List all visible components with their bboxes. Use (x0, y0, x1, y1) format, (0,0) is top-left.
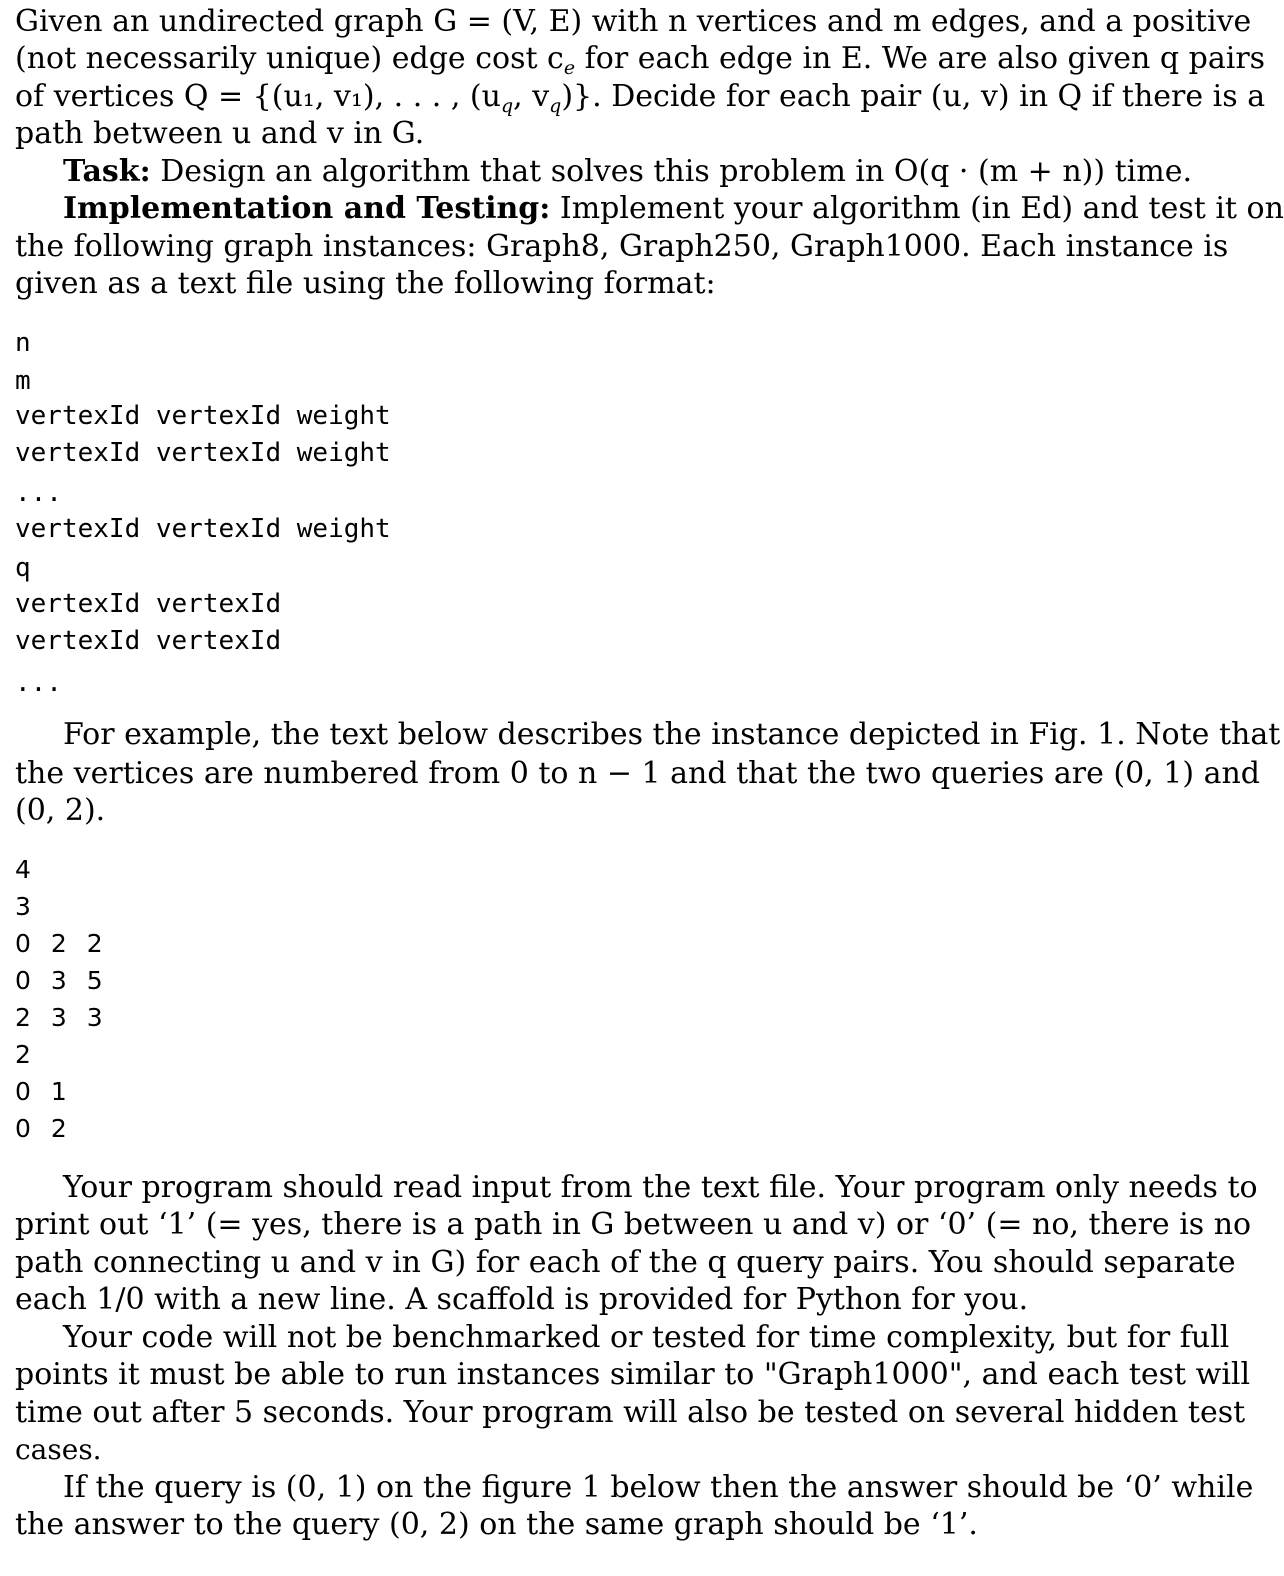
format-line-m: m (15, 366, 31, 396)
timing-line-1: Your code will not be benchmarked or tested for time complexity, but for full (63, 1320, 1230, 1355)
impl-line-2: the following graph instances: Graph8, Graph250, Graph1000. Each instance is (15, 229, 1229, 264)
format-line-ellipsis: ... (15, 668, 62, 698)
format-line-ellipsis: ... (15, 478, 62, 508)
edge-cost-subscript: e (563, 57, 576, 79)
format-line-edge: vertexId vertexId weight (15, 438, 391, 468)
problem-line-3-rest: )}. Decide for each pair (u, v) in Q if there is a (561, 79, 1266, 114)
q-subscript-2: q (549, 95, 562, 117)
task-label: Task: (63, 154, 151, 189)
problem-line-2-rest: for each edge in E. We are also given q pairs (575, 41, 1266, 76)
output-line-4: each 1/0 with a new line. A scaffold is provided for Python for you. (15, 1282, 1029, 1317)
timing-line-4: cases. (15, 1433, 102, 1466)
example-input-line: 0 1 (15, 1077, 73, 1106)
task-text: Design an algorithm that solves this problem in O(q · (m + n)) time. (150, 154, 1192, 189)
impl-text-1: Implement your algorithm (in Ed) and test it on (550, 191, 1284, 226)
example-input-line: 2 3 3 (15, 1003, 109, 1032)
example-input-line: 2 (15, 1040, 37, 1069)
query-line-2: the answer to the query (0, 2) on the same graph should be ‘1’. (15, 1507, 978, 1542)
impl-line-1 (63, 190, 1284, 227)
impl-label: Implementation and Testing: (63, 191, 551, 226)
example-line-3: (0, 2). (15, 793, 106, 828)
example-line-2: the vertices are numbered from 0 to n − 1 and that the two queries are (0, 1) and (15, 756, 1260, 791)
problem-line-3 (15, 78, 1266, 117)
example-input-line: 0 3 5 (15, 966, 109, 995)
problem-line-1: Given an undirected graph G = (V, E) with n vertices and m edges, and a positive (15, 4, 1252, 39)
example-input-line: 0 2 2 (15, 929, 109, 958)
problem-line-2 (15, 40, 1266, 79)
format-line-query: vertexId vertexId (15, 589, 282, 619)
output-line-3: path connecting u and v in G) for each of the q query pairs. You should separate (15, 1245, 1236, 1280)
example-input-line: 4 (15, 855, 37, 884)
format-line-query: vertexId vertexId (15, 626, 282, 656)
example-input-line: 3 (15, 892, 37, 921)
timing-line-3: time out after 5 seconds. Your program will also be tested on several hidden test (15, 1395, 1246, 1430)
format-line-n: n (15, 328, 31, 358)
timing-line-2: points it must be able to run instances similar to "Graph1000", and each test will (15, 1357, 1251, 1392)
example-line-1: For example, the text below describes the instance depicted in Fig. 1. Note that (63, 717, 1281, 752)
query-line-1: If the query is (0, 1) on the figure 1 below then the answer should be ‘0’ while (63, 1470, 1254, 1505)
problem-line-4: path between u and v in G. (15, 116, 425, 151)
problem-line-3-mid: , v (513, 79, 550, 114)
format-line-edge: vertexId vertexId weight (15, 401, 391, 431)
problem-line-2-text: (not necessarily unique) edge cost c (15, 41, 564, 76)
impl-line-3: given as a text file using the following format: (15, 266, 716, 301)
output-line-2: print out ‘1’ (= yes, there is a path in G between u and v) or ‘0’ (= no, there is no (15, 1207, 1252, 1242)
problem-line-3-text: of vertices Q = {(u₁, v₁), . . . , (u (15, 79, 501, 114)
format-line-edge: vertexId vertexId weight (15, 514, 391, 544)
format-line-q: q (15, 553, 31, 583)
example-input-line: 0 2 (15, 1114, 73, 1143)
q-subscript-1: q (500, 95, 514, 117)
task-line (63, 153, 1192, 190)
output-line-1: Your program should read input from the text file. Your program only needs to (63, 1170, 1258, 1205)
